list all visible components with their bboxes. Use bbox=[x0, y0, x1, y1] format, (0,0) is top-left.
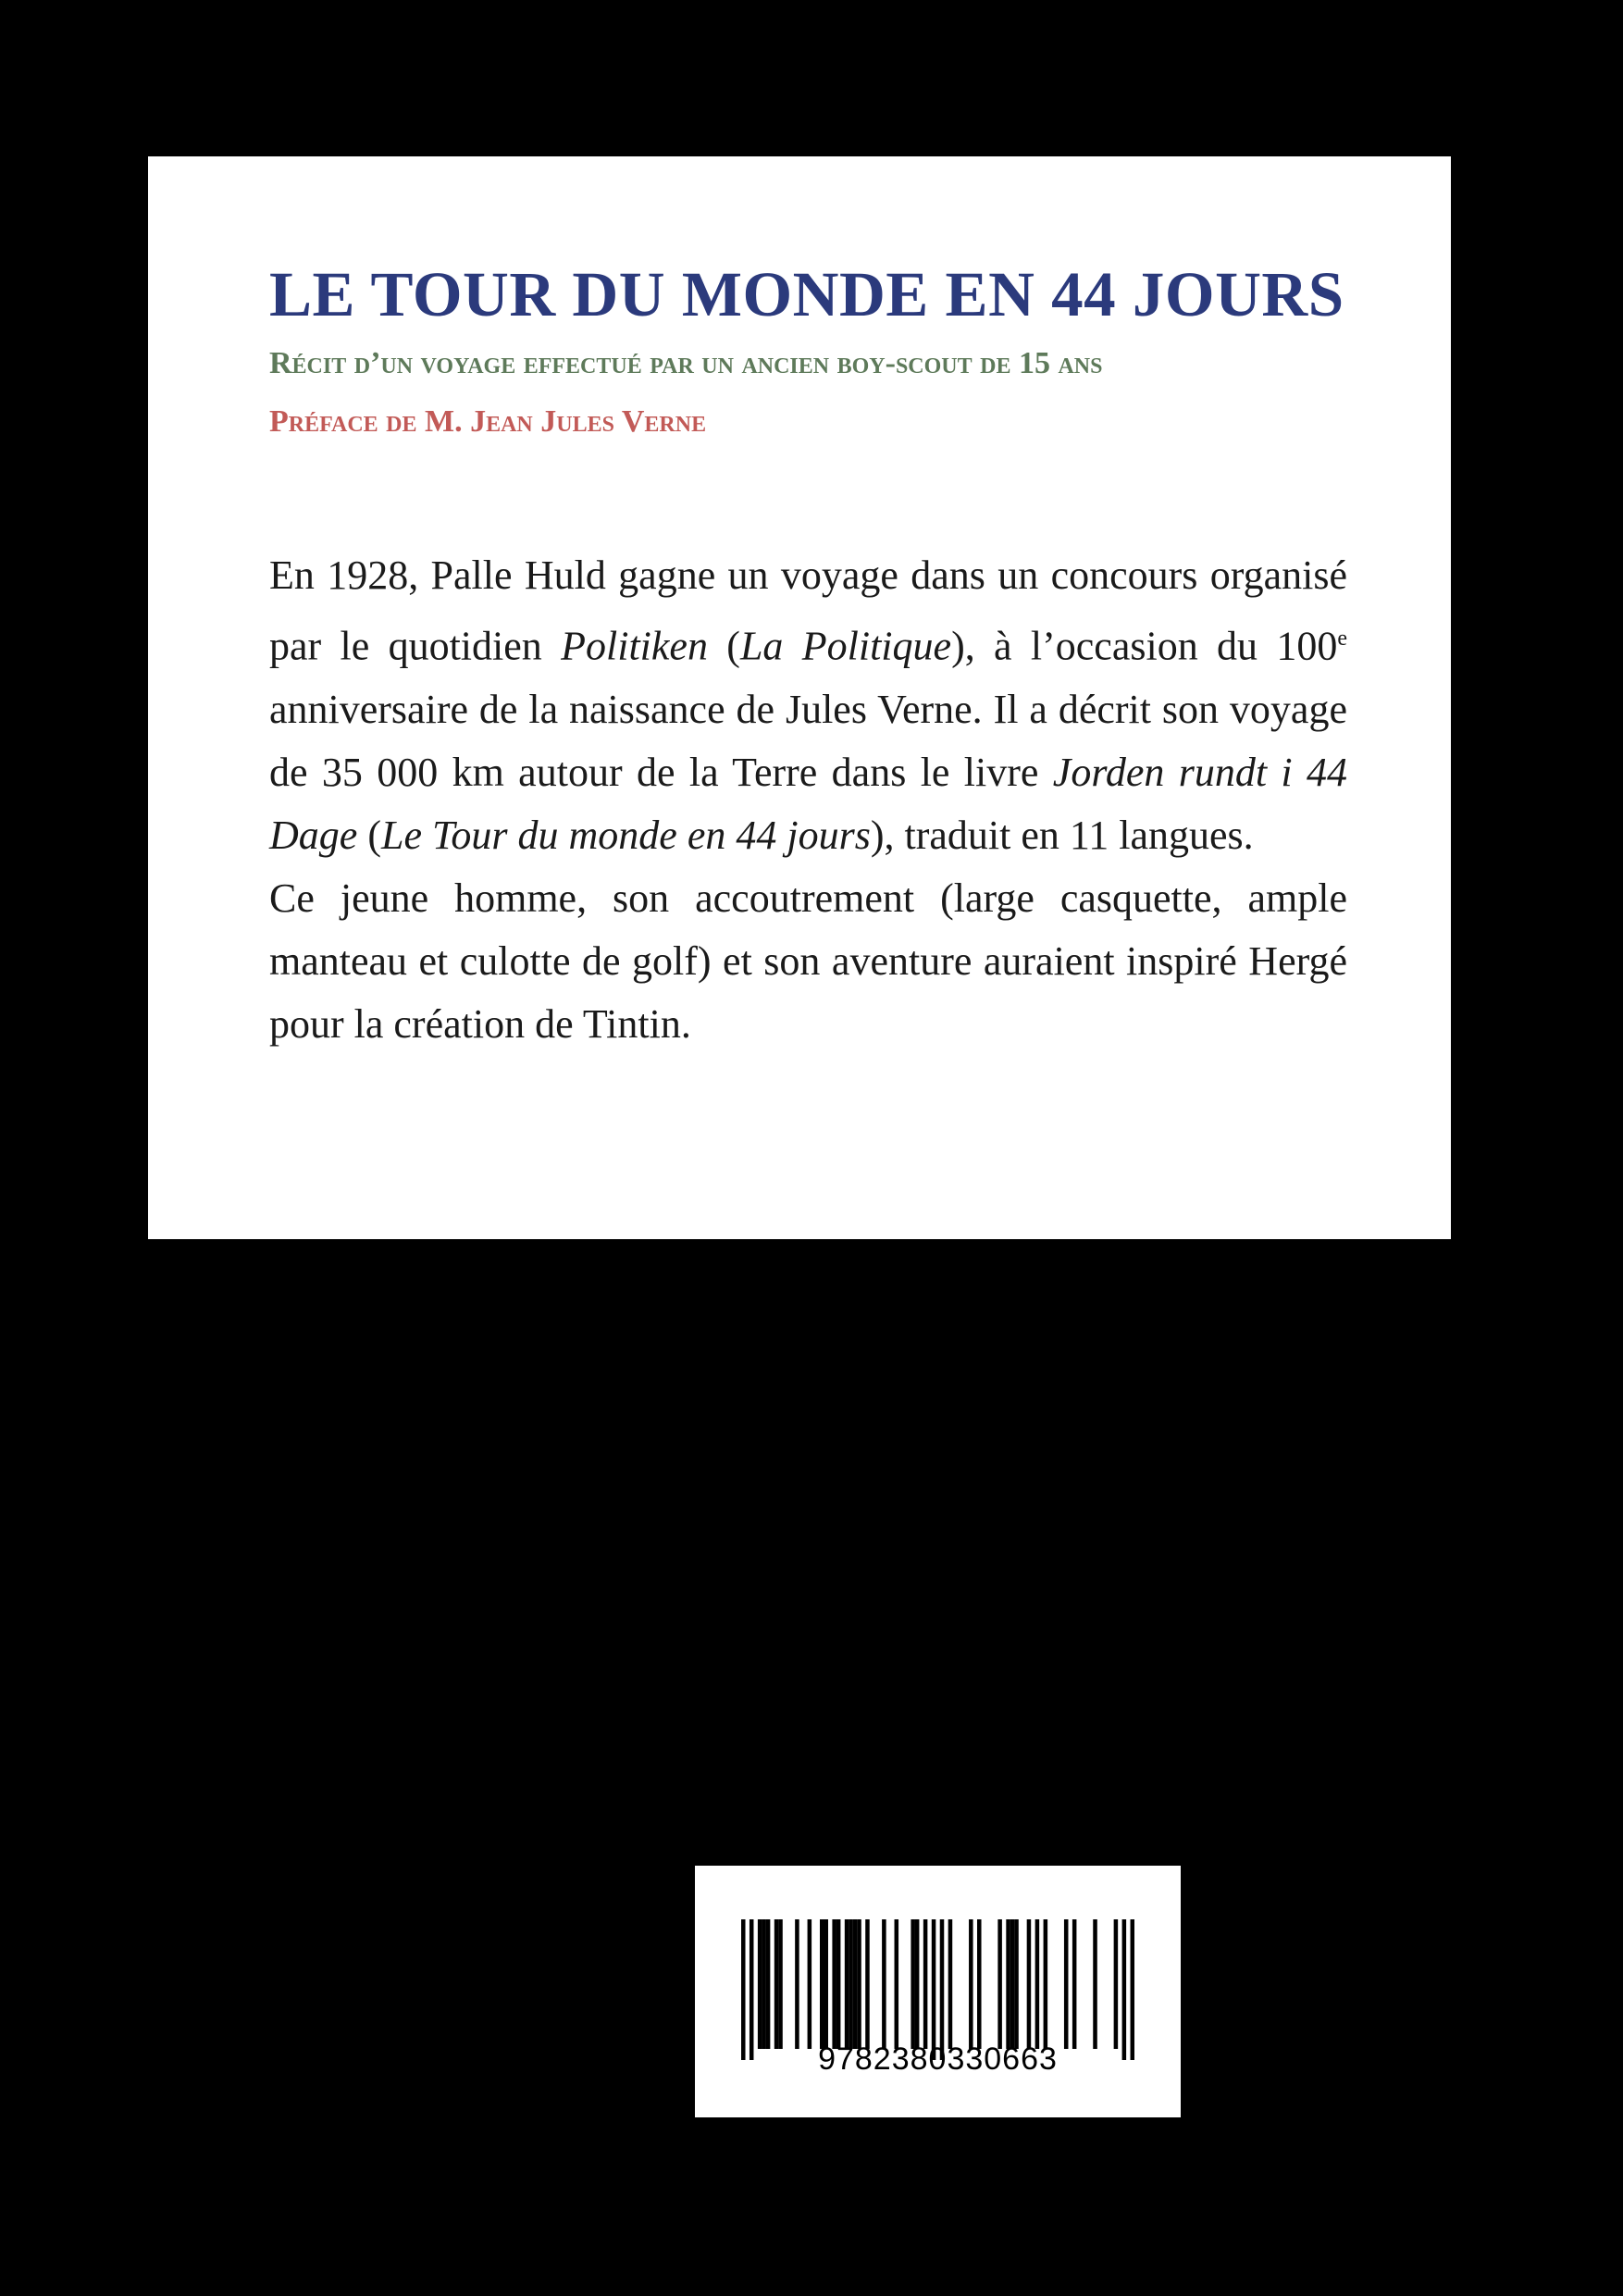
barcode-bar bbox=[1044, 1919, 1048, 2049]
barcode-bar bbox=[750, 1919, 754, 2060]
barcode-bar bbox=[882, 1919, 886, 2049]
barcode-bar bbox=[969, 1919, 973, 2049]
summary-text-run: ( bbox=[707, 624, 740, 670]
barcode-bar bbox=[808, 1919, 812, 2049]
isbn-barcode bbox=[695, 1866, 1181, 2117]
barcode-bar bbox=[1014, 1919, 1019, 2049]
summary-text-run: anniversaire de la naissance de Jules Verne. Il a décrit son voyage de 35 000 km autour de la Terre dans le livre bbox=[269, 687, 1347, 796]
summary-text-run: En 1928, Palle Huld gagne un voyage dans un concours organisé par le quotidien bbox=[269, 552, 1347, 670]
original-book-title: Jorden rundt i 44 Dage bbox=[269, 750, 1347, 859]
barcode-bar bbox=[932, 1919, 936, 2060]
summary-text-run: ), traduit en 11 langues. bbox=[870, 813, 1254, 859]
summary-paragraph-2: Ce jeune homme, son accoutrement (large casquette, ample manteau et culotte de golf) et son aventure auraient inspiré Hergé pour la création de Tintin. bbox=[269, 875, 1347, 1048]
summary-text-run: ( bbox=[357, 813, 381, 859]
barcode-bar bbox=[1122, 1919, 1127, 2060]
barcode-bar bbox=[923, 1919, 928, 2049]
ordinal-superscript: e bbox=[1337, 627, 1348, 652]
barcode-bar bbox=[853, 1919, 858, 2049]
barcode-bar bbox=[758, 1919, 762, 2049]
barcode-bar bbox=[849, 1919, 853, 2049]
summary-text-run: ), à l’occasion du 100 bbox=[951, 624, 1338, 670]
isbn-number: 9782380330663 bbox=[818, 2042, 1058, 2077]
barcode-bar bbox=[977, 1919, 982, 2049]
barcode-bar bbox=[1064, 1919, 1069, 2049]
barcode-bar bbox=[948, 1919, 953, 2049]
barcode-bar bbox=[778, 1919, 783, 2049]
summary-paragraph-1 bbox=[269, 544, 1347, 867]
barcode-bar bbox=[911, 1919, 915, 2049]
barcode-bar bbox=[1131, 1919, 1134, 2060]
barcode-bar bbox=[1114, 1919, 1119, 2049]
barcode-bar bbox=[895, 1919, 899, 2049]
barcode-bar bbox=[774, 1919, 779, 2049]
barcode-bar bbox=[820, 1919, 824, 2049]
barcode-bar bbox=[845, 1919, 849, 2049]
newspaper-name-translation: La Politique bbox=[739, 624, 952, 670]
book-subtitle: Récit d’un voyage effectué par un ancien boy-scout de 15 ans bbox=[269, 345, 1103, 380]
barcode-bar bbox=[1027, 1919, 1032, 2049]
barcode-bar bbox=[915, 1919, 920, 2049]
newspaper-name: Politiken bbox=[561, 624, 708, 670]
preface-credit: Préface de M. Jean Jules Verne bbox=[269, 403, 707, 439]
barcode-bar bbox=[857, 1919, 861, 2049]
barcode-bar bbox=[1010, 1919, 1015, 2049]
book-title: LE TOUR DU MONDE EN 44 JOURS bbox=[269, 259, 1344, 329]
barcode-bar bbox=[865, 1919, 870, 2049]
back-cover-panel bbox=[148, 156, 1451, 1239]
barcode-bar bbox=[1006, 1919, 1010, 2049]
barcode-bar bbox=[766, 1919, 771, 2049]
barcode-bar bbox=[795, 1919, 799, 2049]
barcode-bar bbox=[997, 1919, 1002, 2049]
barcode-bar bbox=[836, 1919, 841, 2049]
barcode-bar bbox=[832, 1919, 836, 2049]
summary-text bbox=[269, 544, 1347, 1056]
barcode-bar bbox=[762, 1919, 766, 2049]
book-title-translation: Le Tour du monde en 44 jours bbox=[380, 813, 871, 859]
barcode-bar bbox=[940, 1919, 945, 2060]
barcode-bar bbox=[1035, 1919, 1040, 2049]
barcode-bar bbox=[1093, 1919, 1097, 2049]
barcode-bar bbox=[1072, 1919, 1077, 2049]
barcode-bar bbox=[824, 1919, 828, 2049]
barcode-bar bbox=[741, 1919, 746, 2060]
